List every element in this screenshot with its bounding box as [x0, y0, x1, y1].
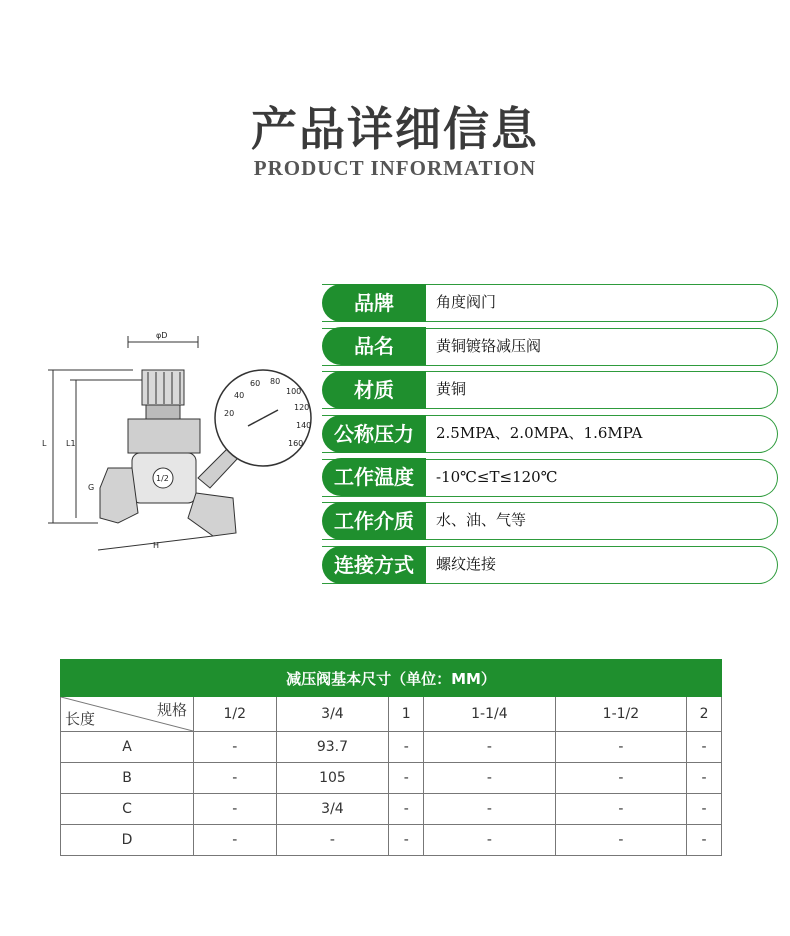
label-size-badge: 1/2: [156, 474, 169, 483]
spec-row-nominal-pressure: [322, 415, 778, 453]
table-cell: -: [687, 794, 722, 825]
table-cell: -: [276, 825, 389, 856]
table-cell: -: [389, 825, 424, 856]
valve-outlet: [188, 493, 236, 536]
row-header: C: [61, 794, 194, 825]
table-cell: 105: [276, 763, 389, 794]
spec-row-brand: [322, 284, 778, 322]
gauge-tick-120: 120: [294, 403, 310, 412]
row-header: D: [61, 825, 194, 856]
table-row: [61, 763, 722, 794]
table-cell: -: [389, 732, 424, 763]
gauge-tick-100: 100: [286, 387, 302, 396]
table-cell: -: [555, 732, 687, 763]
table-cell: -: [555, 825, 687, 856]
gauge-tick-20: 20: [224, 409, 235, 418]
table-row: [61, 732, 722, 763]
dimensions-table: [60, 659, 722, 856]
spec-label: 工作温度: [322, 458, 426, 496]
column-header: 1-1/4: [424, 697, 556, 732]
valve-nut: [146, 405, 180, 419]
label-l: L: [42, 439, 47, 448]
gauge-tick-80: 80: [270, 377, 281, 386]
table-cell: -: [555, 763, 687, 794]
table-cell: -: [389, 794, 424, 825]
spec-label: 材质: [322, 371, 426, 409]
spec-label: 品牌: [322, 284, 426, 322]
spec-label: 工作介质: [322, 502, 426, 540]
table-corner-cell: [61, 697, 194, 732]
label-g: G: [88, 483, 95, 492]
spec-list: [322, 284, 778, 590]
table-cell: -: [194, 732, 277, 763]
spec-row-connection: [322, 546, 778, 584]
spec-row-product-name: [322, 328, 778, 366]
table-header-row: [61, 697, 722, 732]
spec-value: 角度阀门: [436, 293, 497, 311]
row-header: A: [61, 732, 194, 763]
table-cell: -: [687, 763, 722, 794]
table-cell: -: [424, 825, 556, 856]
table-caption-row: [61, 660, 722, 697]
column-header: 3/4: [276, 697, 389, 732]
gauge-tick-160: 160: [288, 439, 304, 448]
gauge-tick-40: 40: [234, 391, 245, 400]
table-cell: 93.7: [276, 732, 389, 763]
table-cell: -: [389, 763, 424, 794]
table-caption: 减压阀基本尺寸（单位：MM）: [61, 660, 722, 697]
spec-value: 2.5MPA、2.0MPA、1.6MPA: [436, 424, 643, 443]
table-cell: -: [424, 763, 556, 794]
row-header: B: [61, 763, 194, 794]
spec-row-working-temperature: [322, 459, 778, 497]
valve-inlet: [100, 468, 138, 523]
corner-length-label: 长度: [65, 710, 96, 728]
page-subtitle: PRODUCT INFORMATION: [253, 156, 537, 180]
spec-value: 黄铜: [436, 380, 467, 399]
table-cell: -: [194, 825, 277, 856]
gauge-tick-140: 140: [296, 421, 312, 430]
spec-label: 公称压力: [322, 415, 426, 453]
spec-value: -10℃≤T≤120℃: [436, 467, 558, 486]
table-cell: -: [424, 794, 556, 825]
table-row: [61, 794, 722, 825]
spec-value: 黄铜镀铬减压阀: [436, 336, 542, 355]
spec-value: 螺纹连接: [436, 555, 497, 574]
spec-label: 连接方式: [322, 546, 426, 584]
table-cell: -: [424, 732, 556, 763]
column-header: 1/2: [194, 697, 277, 732]
table-cell: -: [555, 794, 687, 825]
spec-row-material: [322, 371, 778, 409]
table-cell: -: [687, 825, 722, 856]
table-cell: -: [194, 794, 277, 825]
valve-technical-drawing: [38, 318, 328, 568]
spec-label: 品名: [322, 327, 426, 365]
table-cell: -: [194, 763, 277, 794]
valve-body-upper: [128, 419, 200, 453]
label-l1: L1: [66, 439, 76, 448]
label-diameter: φD: [156, 331, 168, 340]
table-row: [61, 825, 722, 856]
column-header: 1-1/2: [555, 697, 687, 732]
page-title: 产品详细信息: [251, 102, 539, 156]
label-h: H: [153, 541, 160, 550]
valve-drawing-svg: [38, 318, 328, 568]
gauge-tick-60: 60: [250, 379, 261, 388]
table-cell: -: [687, 732, 722, 763]
table-cell: 3/4: [276, 794, 389, 825]
spec-row-working-medium: [322, 502, 778, 540]
corner-spec-label: 规格: [156, 701, 187, 719]
column-header: 1: [389, 697, 424, 732]
column-header: 2: [687, 697, 722, 732]
spec-value: 水、油、气等: [436, 511, 527, 530]
